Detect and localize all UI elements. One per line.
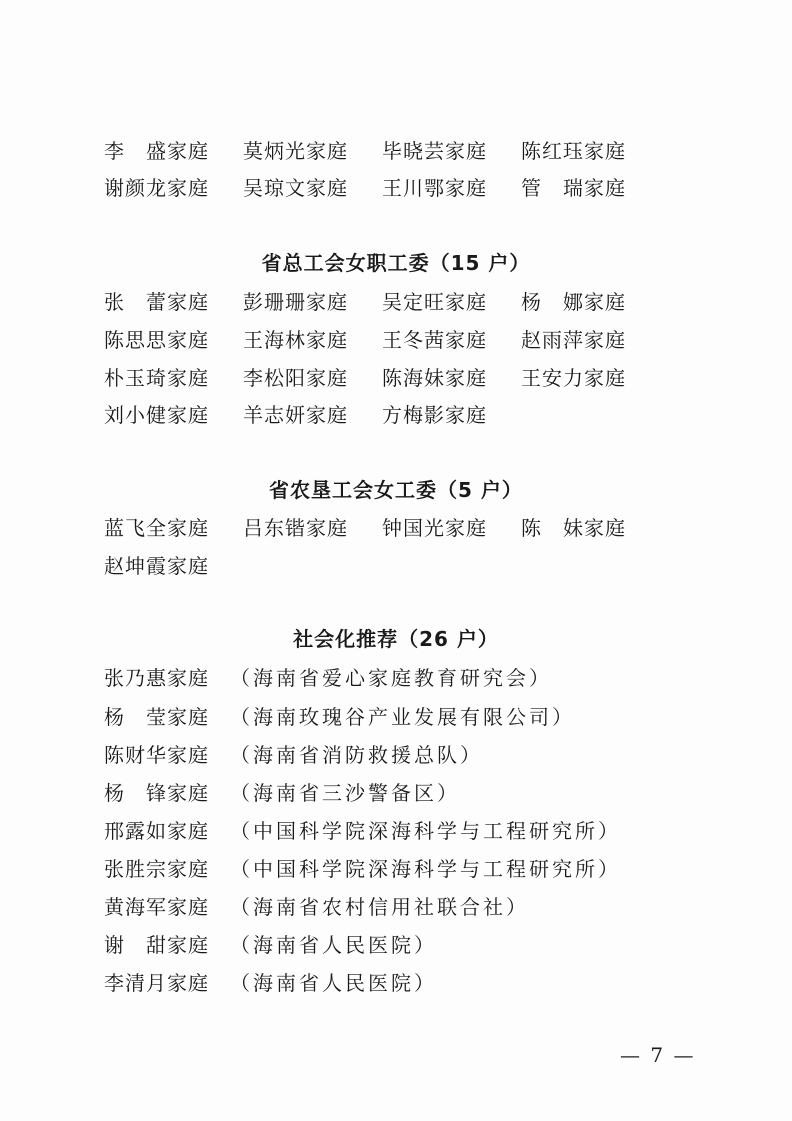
page-number: — 7 — [620, 1043, 696, 1067]
family-name: 刘小健家庭 [104, 403, 209, 427]
family-name: 吕东锴家庭 [243, 516, 348, 540]
recommending-organization: （海南省三沙警备区） [230, 781, 460, 805]
family-name: 谢颜龙家庭 [104, 176, 209, 200]
family-name: 彭珊珊家庭 [243, 290, 348, 314]
family-name: 张乃惠家庭 [104, 666, 209, 690]
recommending-organization: （海南省农村信用社联合社） [230, 895, 529, 919]
recommending-organization: （中国科学院深海科学与工程研究所） [230, 819, 621, 843]
recommending-organization: （海南省人民医院） [230, 971, 437, 995]
recommending-organization: （海南省消防救援总队） [230, 743, 483, 767]
family-name: 王川鄂家庭 [382, 176, 487, 200]
family-name: 杨 莹家庭 [104, 705, 209, 729]
family-name: 李松阳家庭 [243, 366, 348, 390]
family-name: 黄海军家庭 [104, 895, 209, 919]
section-title: 社会化推荐（26 户） [293, 627, 499, 651]
family-name: 李清月家庭 [104, 971, 209, 995]
recommending-organization: （海南省人民医院） [230, 933, 437, 957]
family-name: 王安力家庭 [521, 366, 626, 390]
family-name: 方梅影家庭 [382, 403, 487, 427]
family-name: 朴玉琦家庭 [104, 366, 209, 390]
family-name: 陈海妹家庭 [382, 366, 487, 390]
family-name: 羊志妍家庭 [243, 403, 348, 427]
family-name: 赵雨萍家庭 [521, 328, 626, 352]
family-name: 王海林家庭 [243, 328, 348, 352]
family-name: 王冬茜家庭 [382, 328, 487, 352]
family-name: 张 蕾家庭 [104, 290, 209, 314]
section-title: 省总工会女职工委（15 户） [261, 251, 531, 275]
section-title: 省农垦工会女工委（5 户） [269, 478, 523, 502]
family-name: 管 瑞家庭 [521, 176, 626, 200]
family-name: 李 盛家庭 [104, 139, 209, 163]
family-name: 莫炳光家庭 [243, 139, 348, 163]
family-name: 陈红珏家庭 [521, 139, 626, 163]
recommending-organization: （海南省爱心家庭教育研究会） [230, 666, 552, 690]
family-name: 陈 妹家庭 [521, 516, 626, 540]
family-name: 吴定旺家庭 [382, 290, 487, 314]
family-name: 陈思思家庭 [104, 328, 209, 352]
family-name: 毕晓芸家庭 [382, 139, 487, 163]
recommending-organization: （中国科学院深海科学与工程研究所） [230, 857, 621, 881]
family-name: 蓝飞全家庭 [104, 516, 209, 540]
recommending-organization: （海南玫瑰谷产业发展有限公司） [230, 705, 575, 729]
family-name: 张胜宗家庭 [104, 857, 209, 881]
family-name: 杨 锋家庭 [104, 781, 209, 805]
family-name: 杨 娜家庭 [521, 290, 626, 314]
family-name: 陈财华家庭 [104, 743, 209, 767]
family-name: 邢露如家庭 [104, 819, 209, 843]
family-name: 赵坤霞家庭 [104, 554, 209, 578]
family-name: 钟国光家庭 [382, 516, 487, 540]
family-name: 谢 甜家庭 [104, 933, 209, 957]
family-name: 吴琼文家庭 [243, 176, 348, 200]
